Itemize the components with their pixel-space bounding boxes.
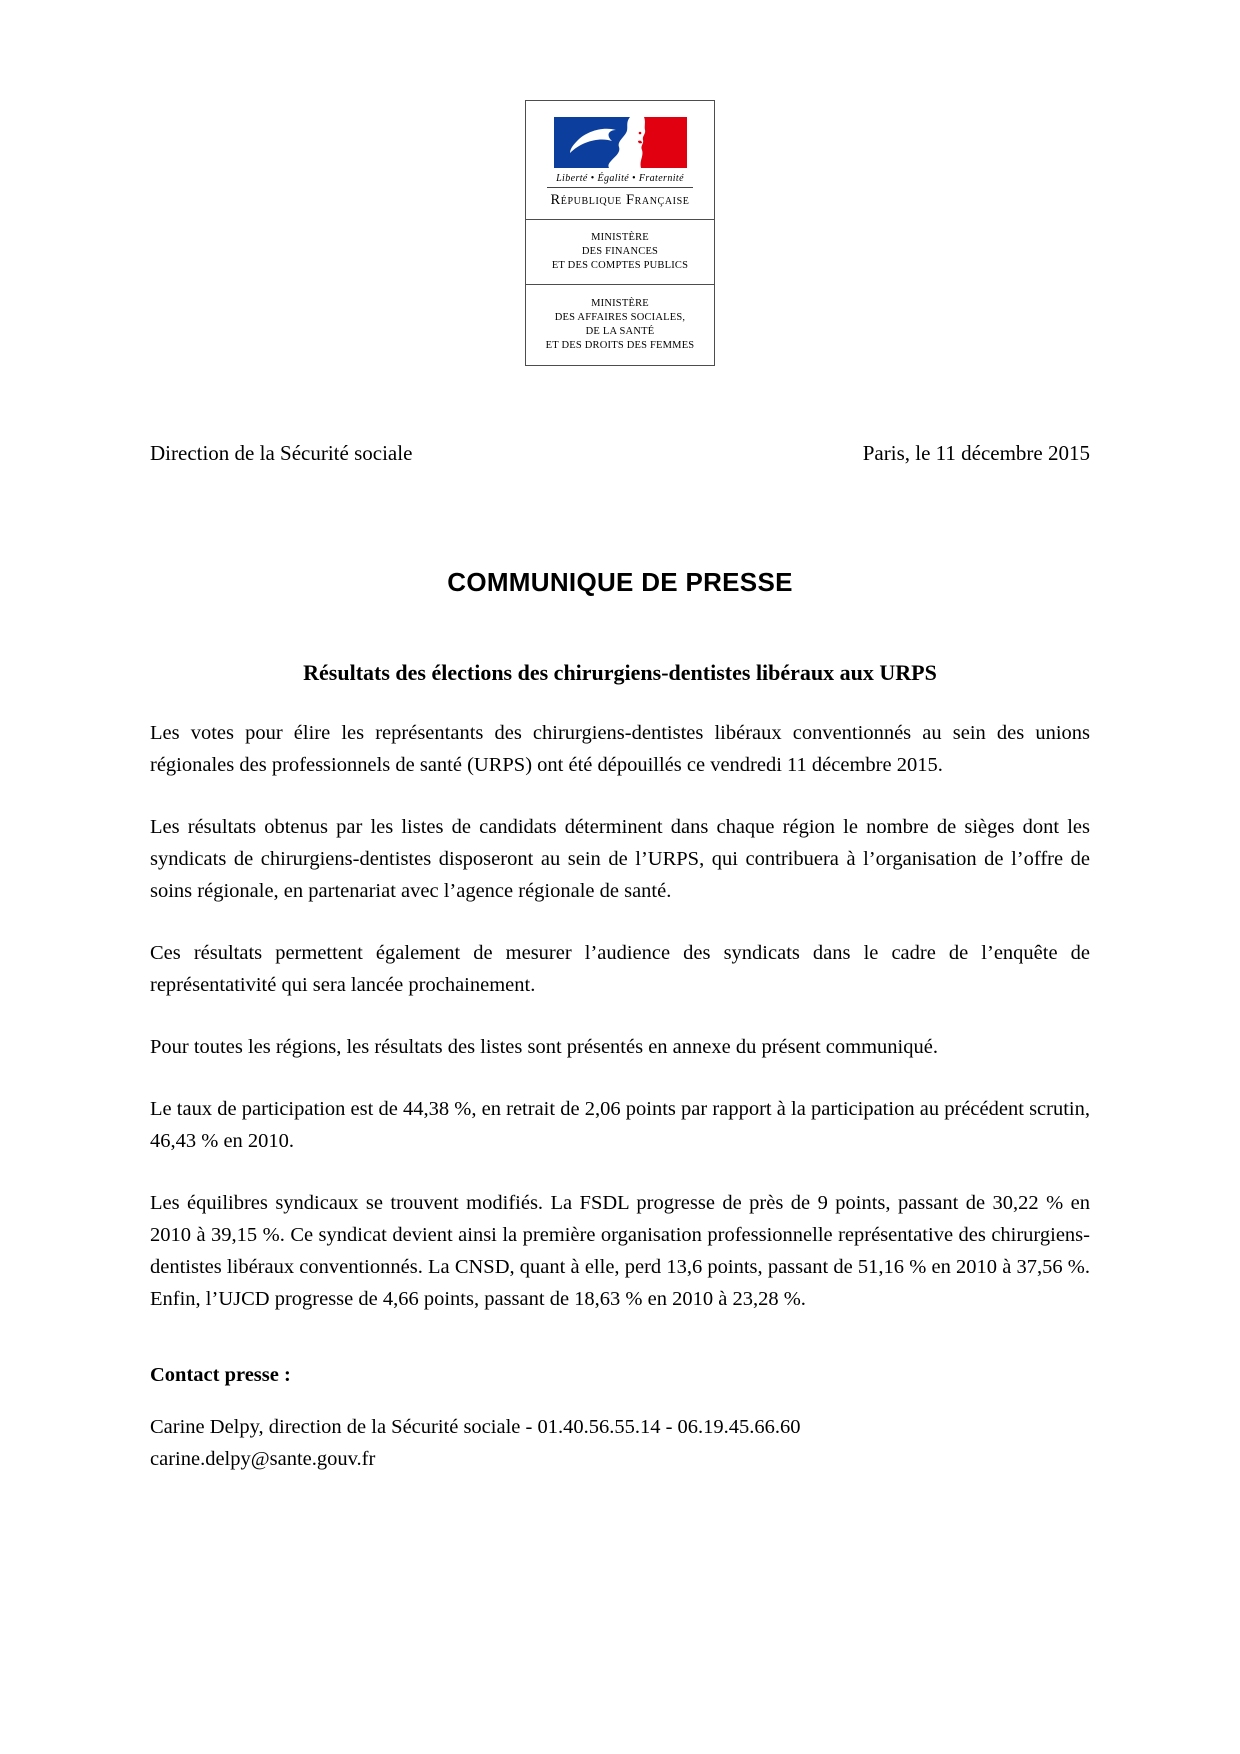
body-paragraph: Les votes pour élire les représentants des chirurgiens-dentistes libéraux conventionnés au sein des unions régionales des professionnels de santé (URPS) ont été dépouillés ce vendredi 11 décembre 2015. <box>150 722 1090 776</box>
ministry-finances-block <box>526 219 714 284</box>
ministry-line: ET DES DROITS DES FEMMES <box>545 340 695 351</box>
body-paragraph: Le taux de participation est de 44,38 %, en retrait de 2,06 points par rapport à la participation au précédent scrutin, 46,43 % en 2010. <box>150 1098 1090 1152</box>
liberte-egalite-fraternite-motto: Liberté • Égalité • Fraternité <box>556 173 684 184</box>
republique-francaise-label: République Française <box>550 192 690 208</box>
issuing-direction-label: Direction de la Sécurité sociale <box>150 441 413 465</box>
motto-divider <box>547 187 693 188</box>
french-government-logo-block <box>525 100 715 366</box>
body-paragraph: Les résultats obtenus par les listes de candidats déterminent dans chaque région le nombre de sièges dont les syndicats de chirurgiens-dentistes disposeront au sein de l’URPS, qui contribuera à l’organisation de l’offre de soins régionale, en partenariat avec l’agence régionale de santé. <box>150 816 1090 902</box>
body-paragraph: Les équilibres syndicaux se trouvent modifiés. La FSDL progresse de près de 9 points, passant de 30,22 % en 2010 à 39,15 %. Ce syndicat devient ainsi la première organisation professionnelle représentative des chirurgiens-dentistes libéraux conventionnés. La CNSD, quant à elle, perd 13,6 points, passant de 51,16 % en 2010 à 37,56 %. Enfin, l’UJCD progresse de 4,66 points, passant de 18,63 % en 2010 à 23,28 %. <box>150 1192 1090 1310</box>
republique-francaise-brand <box>526 101 714 219</box>
ministry-line: DES AFFAIRES SOCIALES, <box>554 312 686 323</box>
ministry-line: ET DES COMPTES PUBLICS <box>551 260 689 271</box>
document-header-row <box>150 440 1090 467</box>
ministry-line: DE LA SANTÉ <box>585 326 655 337</box>
document-subtitle: Résultats des élections des chirurgiens-dentistes libéraux aux URPS <box>303 660 937 685</box>
body-paragraph: Ces résultats permettent également de mesurer l’audience des syndicats dans le cadre de l’enquête de représentativité qui sera lancée prochainement. <box>150 942 1090 996</box>
marianne-flag-logo <box>554 117 687 168</box>
ministry-line: MINISTÈRE <box>591 232 649 243</box>
ministry-social-affairs-block <box>526 284 714 365</box>
contact-person-line: Carine Delpy, direction de la Sécurité sociale - 01.40.56.55.14 - 06.19.45.66.60 <box>150 1416 801 1438</box>
date-place-label: Paris, le 11 décembre 2015 <box>862 441 1090 465</box>
ministry-line: MINISTÈRE <box>591 298 649 309</box>
contact-press-heading: Contact presse : <box>150 1364 291 1386</box>
press-release-title: COMMUNIQUE DE PRESSE <box>447 567 793 597</box>
contact-info-block <box>150 1411 1090 1475</box>
contact-email: carine.delpy@sante.gouv.fr <box>150 1448 376 1470</box>
body-paragraph: Pour toutes les régions, les résultats des listes sont présentés en annexe du présent communiqué. <box>150 1036 938 1058</box>
ministry-line: DES FINANCES <box>581 246 659 257</box>
